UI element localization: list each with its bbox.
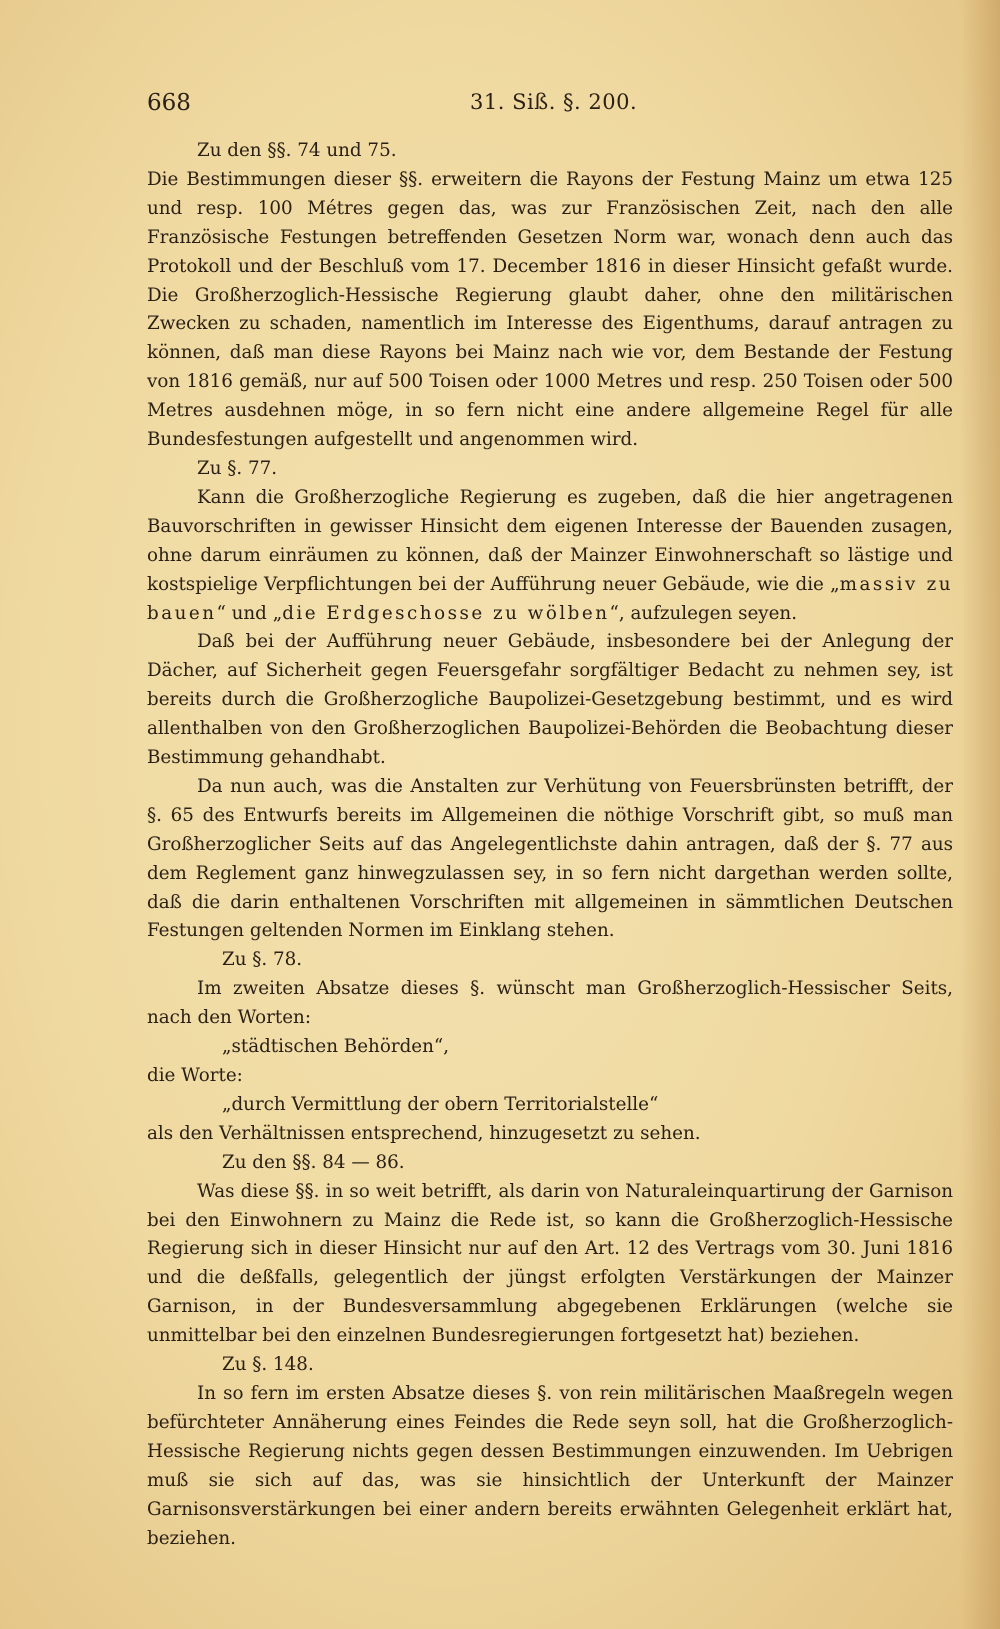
open-quote: „ (272, 602, 283, 624)
section-heading: Zu §. 77. (197, 457, 278, 479)
paragraph: Die Bestimmungen dieser §§. erweitern die Rayons der Festung Mainz um etwa 125 und resp. 100 Métres gegen das, was zur Französischen Zeit, nach den alle Französische Festungen betreffenden Gesetzen Norm war, wonach denn auch das Protokoll und der Beschluß vom 17. December 1816 in dieser Hinsicht gefaßt wurde. Die Großherzoglich-Hessische Regierung glaubt daher, ohne den militärischen Zwecken zu schaden, namentlich im Interesse des Eigenthums, darauf antragen zu können, daß man diese Rayons bei Mainz nach wie vor, dem Bestande der Festung von 1816 gemäß, nur auf 500 Toisen oder 1000 Metres und resp. 250 Toisen oder 500 Metres ausdehnen möge, in so fern nicht eine andere allgemeine Regel für alle Bundesfestungen aufgestellt und angenommen wird. (147, 168, 953, 451)
page-header (147, 90, 957, 124)
paragraph-text: und (225, 602, 273, 624)
body-text (147, 137, 953, 1553)
paragraph-text: , aufzulegen seyen. (618, 602, 798, 624)
paragraph: In so fern im ersten Absatze dieses §. von rein militärischen Maaßregeln wegen befürchteter Annäherung eines Feindes die Rede seyn soll, hat die Großherzoglich-Hessische Regierung nichts gegen dessen Bestimmungen einzuwenden. Im Uebrigen muß sie sich auf das, was sie hinsichtlich der Unterkunft der Mainzer Garnisonsverstärkungen bei einer andern bereits erwähnten Gelegenheit erklärt hat, beziehen. (147, 1382, 953, 1549)
paragraph: die Worte: (147, 1065, 243, 1086)
spaced-phrase: die Erdgeschosse zu wölben (282, 602, 610, 624)
section-heading: Zu den §§. 74 und 75. (197, 140, 397, 161)
section-heading: Zu §. 78. (222, 949, 303, 971)
paragraph (147, 484, 953, 629)
quoted-phrase: „städtischen Behörden“, (222, 1036, 450, 1058)
paragraph: Da nun auch, was die Anstalten zur Verhütung von Feuersbrünsten betrifft, der §. 65 des Entwurfs bereits im Allgemeinen die nöthige Vorschrift gibt, so muß man Großherzoglicher Seits auf das Angelegentlichste dahin antragen, daß der §. 77 aus dem Reglement ganz hinwegzulassen sey, in so fern nicht dargethan werden sollte, daß die darin enthaltenen Vorschriften mit allgemeinen in sämmtlichen Deutschen Festungen geltenden Normen im Einklang stehen. (147, 775, 953, 942)
section-heading: Zu den §§. 84 — 86. (222, 1151, 405, 1173)
page-number: 668 (147, 90, 191, 116)
paragraph: als den Verhältnissen entsprechend, hinzugesetzt zu sehen. (147, 1122, 701, 1144)
spaced-phrase: massiv zu bauen (147, 573, 954, 624)
close-quote: “ (609, 602, 619, 624)
close-quote: “ (216, 602, 226, 624)
quoted-phrase: „durch Vermittlung der obern Territorialstelle“ (222, 1093, 659, 1115)
running-title: 31. Siß. §. 200. (470, 90, 638, 114)
open-quote: „ (830, 573, 840, 595)
paragraph: Im zweiten Absatze dieses §. wünscht man Großherzoglich-Hessischer Seits, nach den Worten: (147, 978, 953, 1029)
section-heading: Zu §. 148. (222, 1354, 314, 1376)
paragraph-text: Kann die Großherzogliche Regierung es zugeben, daß die hier angetragenen Bauvorschriften in gewisser Hinsicht dem eigenen Interesse der Bauenden zusagen, ohne darum einräumen zu können, daß der Mainzer Einwohnerschaft so lästige und kostspielige Verpflichtungen bei der Aufführung neuer Gebäude, wie die (147, 486, 953, 595)
paragraph: Daß bei der Aufführung neuer Gebäude, insbesondere bei der Anlegung der Dächer, auf Sicherheit gegen Feuersgefahr sorgfältiger Bedacht zu nehmen sey, ist bereits durch die Großherzogliche Baupolizei-Gesetzgebung bestimmt, und es wird allenthalben von den Großherzoglichen Baupolizei-Behörden die Beobachtung dieser Bestimmung gehandhabt. (147, 631, 953, 769)
paragraph: Was diese §§. in so weit betrifft, als darin von Naturaleinquartirung der Garnison bei den Einwohnern zu Mainz die Rede ist, so kann die Großherzoglich-Hessische Regierung sich in dieser Hinsicht nur auf den Art. 12 des Vertrags vom 30. Juni 1816 und die deßfalls, gelegentlich der jüngst erfolgten Verstärkungen der Mainzer Garnison, in der Bundesversammlung abgegebenen Erklärungen (welche sie unmittelbar bei den einzelnen Bundesregierungen fortgesetzt hat) beziehen. (147, 1180, 953, 1347)
